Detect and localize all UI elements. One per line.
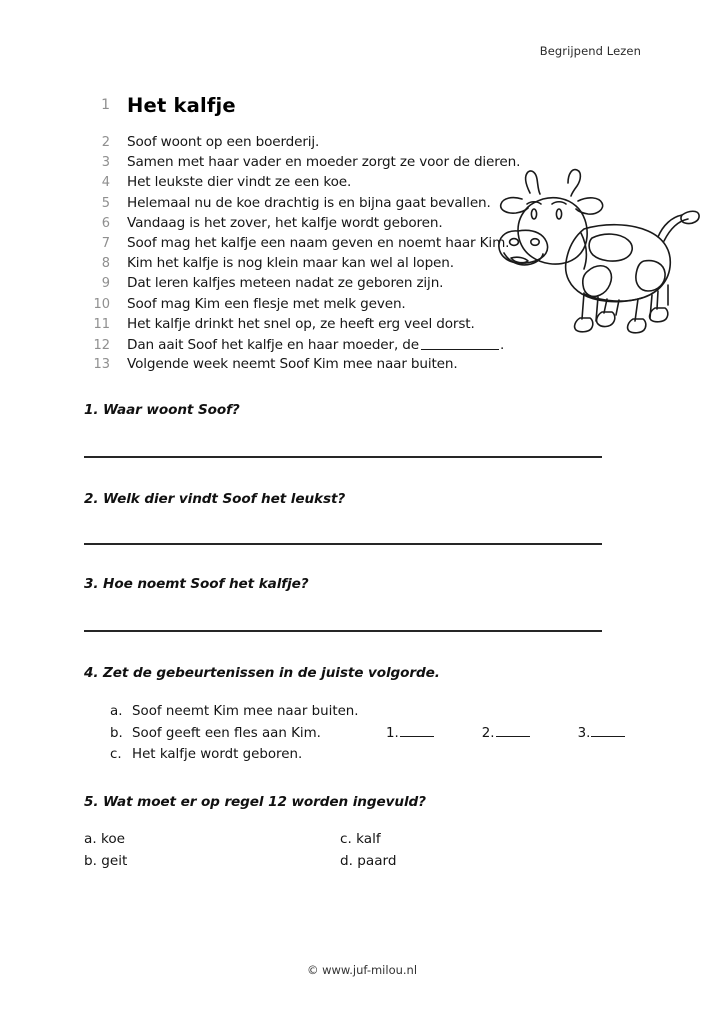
question-4 (84, 665, 644, 681)
question-1-text: 1. Waar woont Soof? (84, 402, 240, 418)
worksheet-subject-header: Begrijpend Lezen (539, 44, 641, 58)
ordering-slot-label: 2. (481, 726, 495, 741)
line-number: 3 (101, 155, 110, 171)
story-line-text (110, 338, 504, 353)
question-5-text: 5. Wat moet er op regel 12 worden ingevuld? (84, 794, 426, 810)
multiple-choice-option-c[interactable]: c. kalf (340, 831, 381, 847)
story-line (84, 234, 644, 257)
footer-copyright: © www.juf-milou.nl (306, 963, 418, 977)
answer-line[interactable] (84, 543, 602, 545)
story-line (84, 156, 644, 176)
story-line-text: Soof mag Kim een flesje met melk geven. (127, 295, 406, 312)
ordering-slot-2[interactable] (482, 726, 530, 741)
story-line (84, 194, 644, 217)
story-line (84, 214, 644, 237)
multiple-choice-row (84, 853, 504, 875)
story-line-text: Dat leren kalfjes meteen nadat ze geboren zijn. (127, 275, 444, 292)
line-number: 9 (101, 276, 110, 292)
question-3-text: 3. Hoe noemt Soof het kalfje? (84, 576, 309, 592)
story-line-text: Kim het kalfje is nog klein maar kan wel al lopen. (127, 255, 454, 272)
ordering-slot-blank[interactable] (496, 726, 530, 737)
multiple-choice-option-a[interactable]: a. koe (84, 831, 126, 847)
question-2-text: 2. Welk dier vindt Soof het leukst? (84, 491, 346, 507)
story-title-row (84, 88, 644, 122)
question-4-text: 4. Zet de gebeurtenissen in de juiste volgorde. (84, 665, 440, 681)
ordering-option-b[interactable] (110, 726, 359, 748)
line-number: 6 (101, 215, 110, 231)
question-2 (84, 491, 644, 507)
multiple-choice-option-d[interactable]: d. paard (340, 852, 397, 869)
story-line-text-after: . (499, 336, 505, 353)
story-line-text: Samen met haar vader en moeder zorgt ze voor de dieren. (127, 154, 521, 171)
line-number: 1 (101, 97, 110, 113)
line-number: 12 (93, 337, 110, 353)
story-line (84, 295, 644, 318)
question-1 (84, 402, 644, 418)
ordering-option-c[interactable] (110, 747, 359, 769)
multiple-choice-option-b[interactable]: b. geit (84, 852, 128, 869)
answer-line[interactable] (84, 456, 602, 458)
question-5 (84, 794, 644, 810)
ordering-option-letter: a. (110, 704, 123, 719)
multiple-choice-row (84, 831, 504, 853)
story-line-text: Volgende week neemt Soof Kim mee naar buiten. (127, 356, 458, 373)
line-number: 8 (101, 256, 110, 272)
line-number: 13 (93, 357, 110, 373)
line-number: 4 (101, 175, 110, 191)
ordering-option-label: Soof neemt Kim mee naar buiten. (132, 704, 359, 719)
story-line (84, 277, 644, 297)
ordering-answer-slots (386, 726, 625, 741)
answer-line[interactable] (84, 630, 602, 632)
ordering-option-letter: c. (110, 747, 122, 762)
ordering-slot-label: 1. (386, 726, 399, 741)
ordering-option-letter: b. (110, 725, 123, 741)
story-line-with-blank (84, 338, 644, 358)
line-number: 7 (101, 235, 110, 251)
line-number: 5 (101, 195, 110, 211)
answer-line-1-wrap (84, 456, 644, 458)
answer-line-2-wrap (84, 543, 644, 545)
page-title: Het kalfje (127, 93, 236, 117)
story-line (84, 358, 644, 378)
story-line-text-before: Dan aait Soof het kalfje en haar moeder, de (127, 336, 419, 353)
ordering-option-label: Soof geeft een fles aan Kim. (132, 725, 321, 741)
story-line-text: Soof woont op een boerderij. (127, 134, 320, 150)
ordering-option-label: Het kalfje wordt geboren. (132, 747, 303, 762)
ordering-slot-blank[interactable] (400, 726, 434, 737)
story-line-text: Vandaag is het zover, het kalfje wordt geboren. (127, 214, 443, 231)
line-number: 11 (93, 316, 110, 332)
story-line (84, 257, 644, 277)
story-line-text: Het kalfje drinkt het snel op, ze heeft erg veel dorst. (127, 315, 475, 332)
line-number: 10 (93, 296, 110, 312)
story-line (84, 176, 644, 196)
ordering-slot-label: 3. (577, 726, 591, 741)
multiple-choice-options (84, 831, 504, 874)
story-line (84, 315, 644, 338)
story-line (84, 136, 644, 156)
line-number: 2 (101, 135, 110, 150)
story-line-text: Het leukste dier vindt ze een koe. (127, 174, 352, 191)
ordering-slot-1[interactable] (386, 726, 434, 741)
story-line-text: Helemaal nu de koe drachtig is en bijna gaat bevallen. (127, 194, 491, 211)
reading-story (84, 88, 644, 378)
ordering-options-list (110, 704, 359, 769)
ordering-slot-3[interactable] (578, 726, 626, 741)
answer-line-3-wrap (84, 630, 644, 632)
story-line-text: Soof mag het kalfje een naam geven en noemt haar Kim. (127, 234, 510, 251)
ordering-slot-blank[interactable] (591, 726, 625, 737)
question-3 (84, 576, 644, 592)
fill-in-blank[interactable] (421, 338, 499, 350)
ordering-option-a[interactable] (110, 704, 359, 726)
